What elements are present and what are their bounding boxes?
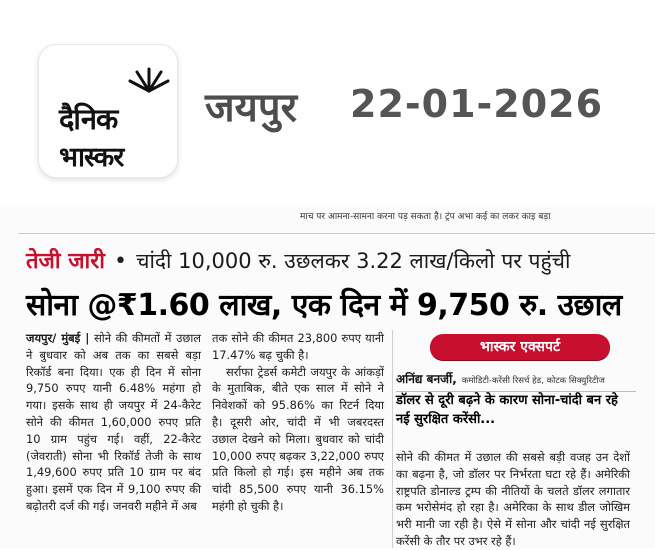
- divider: [18, 233, 655, 234]
- expert-title: डॉलर से दूरी बढ़ने के कारण सोना-चांदी बन रहे नई सुरक्षित करेंसी...: [396, 393, 618, 427]
- column-2-text-a: तक सोने की कीमत 23,800 रुपए यानी 17.47% बढ़ चुकी है।: [212, 331, 384, 362]
- author-designation: कमोडिटी-करेंसी रिसर्च हेड, कोटक सिक्युरिटीज: [461, 376, 605, 386]
- kicker-label: तेजी जारी: [26, 249, 105, 274]
- expert-body: सोने की कीमत में उछाल की सबसे बड़ी वजह उन देशों का बढ़ना है, जो डॉलर पर निर्भरता घटा रहे हैं। अमेरिकी राष्ट्रपति डोनाल्ड ट्रम्प की नीतियों के चलते डॉलर लगातार कम भरोसेमंद हो रहा है। अमेरिका के साथ डील जोखिम भरी मानी जा रही है। ऐसे में सोना और चांदी नई सुरक्षित करेंसी के तौर पर उभर रहे हैं।: [396, 450, 630, 548]
- column-1-text: सोने की कीमतों में उछाल ने बुधवार को अब तक का सबसे बड़ा रिकॉर्ड बना दिया। एक ही दिन में सोना 9,750 रुपए यानी 6.48% महंगा हो गया। इसके साथ ही जयपुर में 24-कैरेट सोने की कीमत 1,60,000 रुपए प्रति 10 ग्राम पहुंच गई। वहीं, 22-कैरेट (जेवराती) सोना भी रिकॉर्ड तेजी के साथ 1,49,600 रुपए प्रति 10 ग्राम पर बंद हुआ। इसमें एक दिन में 9,100 रुपए की बढ़ोतरी दर्ज की गई। जनवरी महीने में अब: [26, 331, 201, 513]
- expert-author: [396, 368, 636, 392]
- sun-rays-icon: [127, 63, 171, 93]
- column-divider: [392, 330, 393, 548]
- header-bar: [0, 0, 655, 210]
- column-2-text-b: सर्राफा ट्रेडर्स कमेटी जयपुर के आंकड़ों के मुताबिक, बीते एक साल में सोने ने निवेशकों को 95.86% का रिटर्न दिया है। दूसरी ओर, चांदी में भी जबरदस्त उछाल देखने को मिला। बुधवार को चांदी 10,000 रुपए बढ़कर 3,22,000 रुपए प्रति किलो हो गई। इस महीने अब तक चांदी 85,500 रुपए यानी 36.15% महंगी हो चुकी है।: [212, 364, 384, 513]
- article-column-1: [26, 330, 201, 515]
- headline: सोना @₹1.60 लाख, एक दिन में 9,750 रु. उछाल: [26, 288, 622, 323]
- bullet: •: [114, 249, 128, 274]
- article-column-2: [212, 330, 384, 515]
- expert-badge: भास्कर एक्सपर्ट: [430, 334, 610, 360]
- author-name: अनिंद्य बनर्जी,: [396, 372, 457, 386]
- newspaper-clipping: [0, 205, 655, 548]
- cut-off-text: माच पर आमना-सामना करना पड़ सकता है। ट्रंप अभा कई का लकर काइ बड़ा: [300, 212, 551, 222]
- edition-city: जयपुर: [205, 85, 297, 131]
- brand-logo: [38, 44, 178, 178]
- dateline: जयपुर/ मुंबई |: [26, 331, 90, 345]
- brand-name-line2: भास्कर: [59, 142, 124, 173]
- brand-name-line1: दैनिक: [59, 102, 118, 136]
- subheadline: चांदी 10,000 रु. उछलकर 3.22 लाख/किलो पर पहुंची: [136, 249, 571, 273]
- edition-date: 22-01-2026: [350, 82, 604, 126]
- kicker-row: [26, 245, 570, 275]
